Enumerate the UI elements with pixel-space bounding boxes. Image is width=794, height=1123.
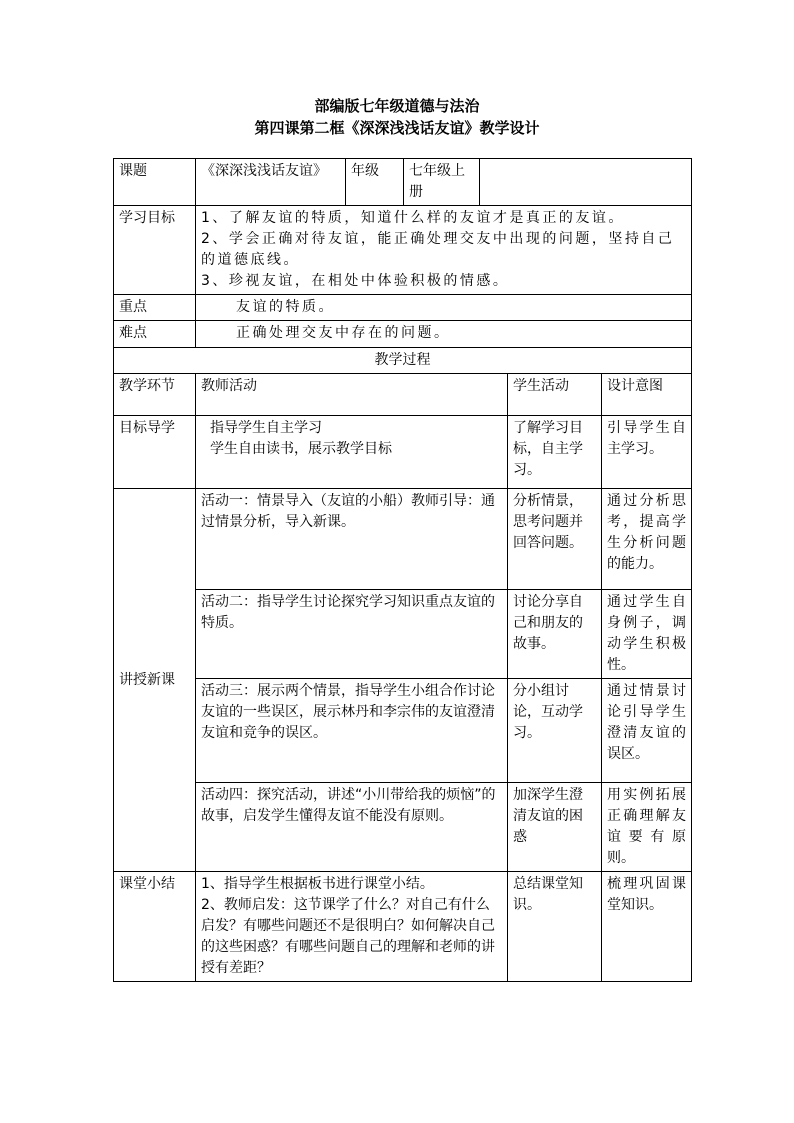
difficulty-label: 难点 bbox=[114, 321, 196, 348]
goals-label: 学习目标 bbox=[114, 206, 196, 295]
key-value: 友谊的特质。 bbox=[196, 295, 692, 321]
activity-teacher-cell: 活动四：探究活动，讲述“小川带给我的烦恼”的故事，启发学生懂得友谊不能没有原则。 bbox=[196, 783, 508, 872]
topic-row bbox=[114, 159, 692, 206]
key-row bbox=[114, 295, 692, 321]
summary-row bbox=[114, 872, 692, 982]
activity-student-cell: 分小组讨论，互动学习。 bbox=[508, 679, 602, 783]
activity-teacher-cell: 活动三：展示两个情景，指导学生小组合作讨论友谊的一些误区，展示林丹和李宗伟的友谊澄清友谊和竞争的误区。 bbox=[196, 679, 508, 783]
activity-intent-cell: 用实例拓展正确理解友谊要有原则。 bbox=[602, 783, 692, 872]
activity-row bbox=[114, 590, 692, 679]
goal-teacher-line: 学生自由读书，展示教学目标 bbox=[210, 441, 392, 457]
activity-student-cell: 加深学生澄清友谊的困惑 bbox=[508, 783, 602, 872]
doc-title: 部编版七年级道德与法治 bbox=[314, 97, 480, 115]
summary-student-cell: 总结课堂知识。 bbox=[508, 872, 602, 982]
activity-intent-cell: 通过情景讨论引导学生澄清友谊的误区。 bbox=[602, 679, 692, 783]
summary-teacher-cell bbox=[196, 872, 508, 982]
goal-intent-cell: 引导学生自主学习。 bbox=[602, 416, 692, 489]
header-intent: 设计意图 bbox=[602, 374, 692, 416]
difficulty-value: 正确处理交友中存在的问题。 bbox=[196, 321, 692, 348]
summary-teacher-line: 2、教师启发：这节课学了什么？对自己有什么启发？有哪些问题还不是很明白？如何解决自己的这些困惑？有哪些问题自己的理解和老师的讲授有差距？ bbox=[201, 897, 495, 976]
activity-row bbox=[114, 679, 692, 783]
goal-teacher-line: 指导学生自主学习 bbox=[210, 420, 322, 436]
header-student: 学生活动 bbox=[508, 374, 602, 416]
doc-subtitle: 第四课第二框《深深浅浅话友谊》教学设计 bbox=[254, 119, 540, 137]
activity-student-cell: 讨论分享自己和朋友的故事。 bbox=[508, 590, 602, 679]
goal-item: 3、珍视友谊，在相处中体验积极的情感。 bbox=[201, 273, 510, 289]
process-section-row bbox=[114, 348, 692, 374]
activity-row bbox=[114, 489, 692, 590]
new-stage-label: 讲授新课 bbox=[114, 489, 196, 872]
activity-row bbox=[114, 783, 692, 872]
header-teacher: 教师活动 bbox=[196, 374, 508, 416]
summary-intent-cell: 梳理巩固课堂知识。 bbox=[602, 872, 692, 982]
process-header-row bbox=[114, 374, 692, 416]
header-stage: 教学环节 bbox=[114, 374, 196, 416]
activity-intent-cell: 通过分析思考，提高学生分析问题的能力。 bbox=[602, 489, 692, 590]
grade-value: 七年级上册 bbox=[404, 159, 480, 206]
goals-row bbox=[114, 206, 692, 295]
difficulty-row bbox=[114, 321, 692, 348]
lesson-plan-table bbox=[113, 158, 692, 982]
activity-intent-cell: 通过学生自身例子，调动学生积极性。 bbox=[602, 590, 692, 679]
summary-stage-label: 课堂小结 bbox=[114, 872, 196, 982]
activity-teacher-cell: 活动二：指导学生讨论探究学习知识重点友谊的特质。 bbox=[196, 590, 508, 679]
topic-value: 《深深浅浅话友谊》 bbox=[196, 159, 346, 206]
key-label: 重点 bbox=[114, 295, 196, 321]
process-section-title: 教学过程 bbox=[114, 348, 692, 374]
goal-stage-label: 目标导学 bbox=[114, 416, 196, 489]
topic-label: 课题 bbox=[114, 159, 196, 206]
goal-stage-row bbox=[114, 416, 692, 489]
goals-cell bbox=[196, 206, 692, 295]
goal-student-cell: 了解学习目标，自主学习。 bbox=[508, 416, 602, 489]
goal-teacher-cell bbox=[196, 416, 508, 489]
summary-teacher-line: 1、指导学生根据板书进行课堂小结。 bbox=[201, 876, 434, 892]
goal-item: 2、学会正确对待友谊，能正确处理交友中出现的问题，坚持自己的道德底线。 bbox=[201, 231, 675, 268]
goal-item: 1、了解友谊的特质，知道什么样的友谊才是真正的友谊。 bbox=[201, 210, 625, 226]
activity-student-cell: 分析情景，思考问题并回答问题。 bbox=[508, 489, 602, 590]
topic-blank-cell bbox=[480, 159, 692, 206]
grade-label: 年级 bbox=[346, 159, 404, 206]
activity-teacher-cell: 活动一：情景导入（友谊的小船）教师引导：通过情景分析，导入新课。 bbox=[196, 489, 508, 590]
